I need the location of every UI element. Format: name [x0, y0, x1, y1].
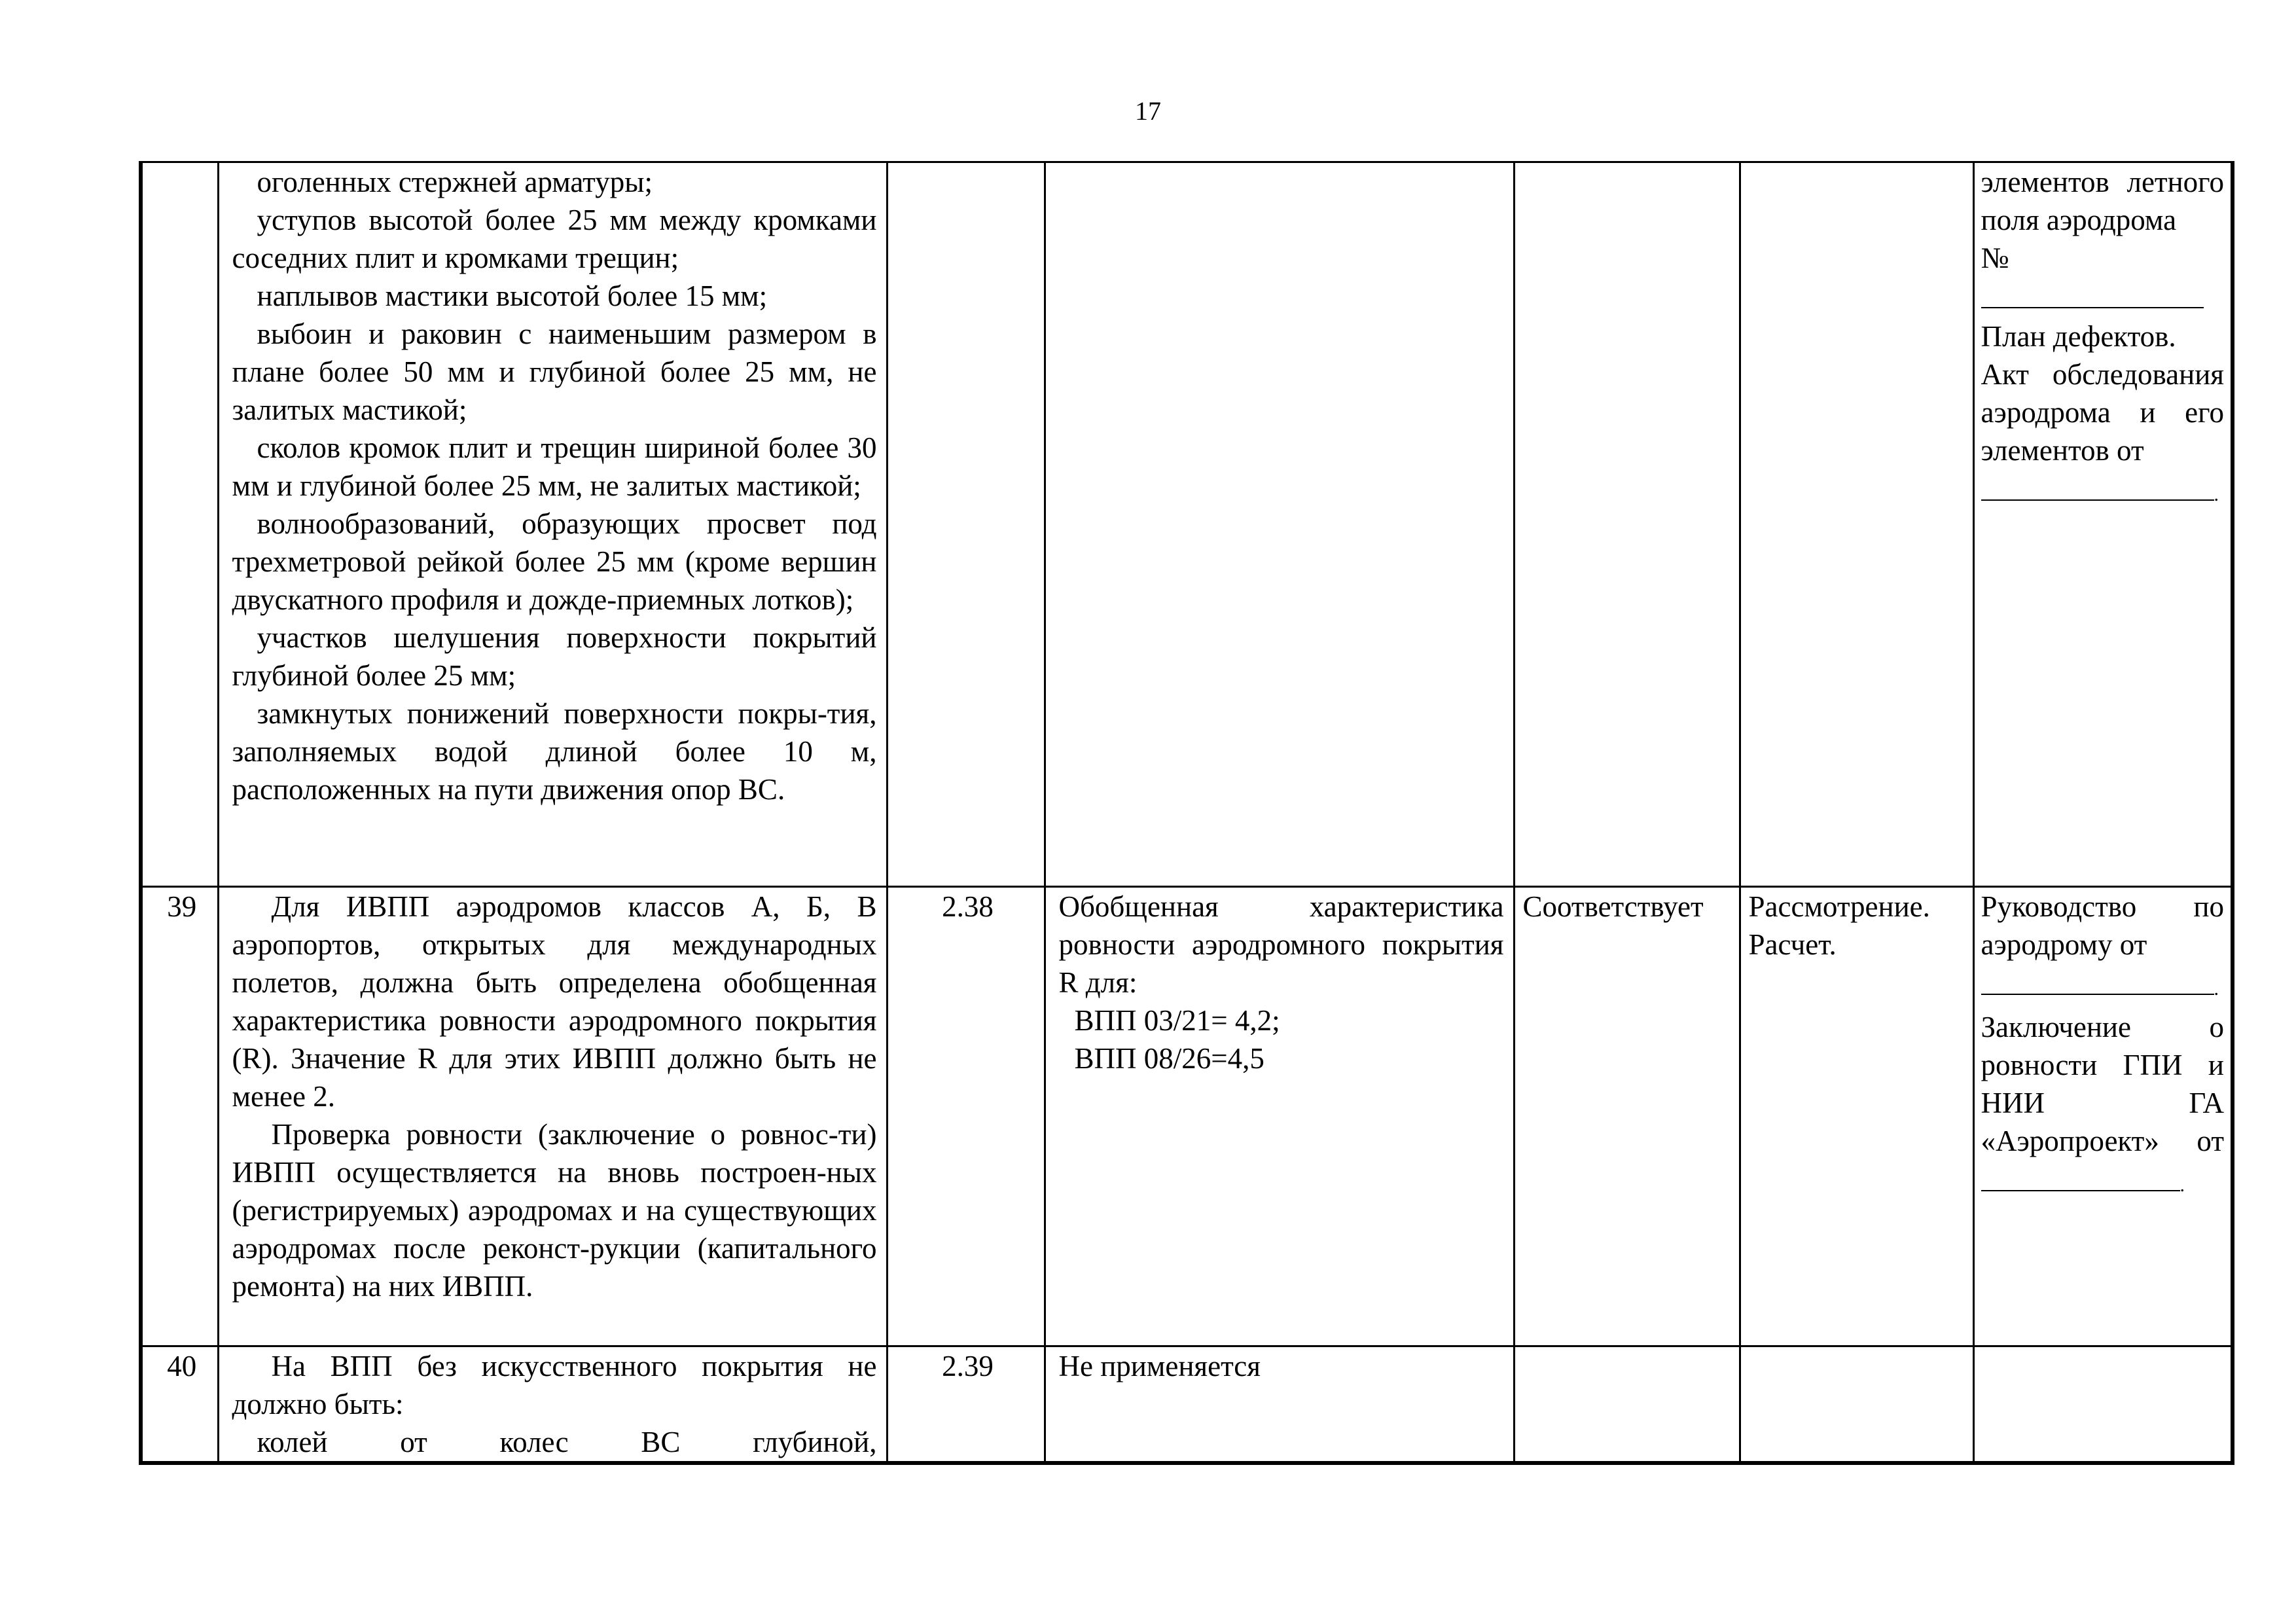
actual-cell [1045, 1346, 1514, 1464]
blank-line [1981, 1160, 2180, 1191]
documents-date: . [1981, 469, 2225, 514]
actual-cell [1045, 162, 1514, 887]
requirement-cell [218, 1346, 887, 1464]
actual-text: ВПП 08/26=4,5 [1074, 1042, 1265, 1075]
requirement-text: Проверка ровности (заключение о ровнос-ти) ИВПП осуществляется на вновь построен-ных (регистрируемых) аэродромах и на существующих аэродромах после реконст-рукции (капитального ремонта) на них ИВПП. [232, 1118, 877, 1303]
actual-cell [1045, 887, 1514, 1346]
documents-text: элементов летного поля аэродрома [1981, 166, 2224, 236]
requirement-text: замкнутых понижений поверхности покры-тия, заполняемых водой длиной более 10 м, расположенных на пути движения опор ВС. [232, 697, 877, 806]
requirement-cell [218, 887, 887, 1346]
requirement-text: наплывов мастики высотой более 15 мм; [257, 280, 768, 312]
table-row [141, 162, 2233, 887]
documents-cell [1973, 162, 2233, 887]
clause-cell: 2.38 [887, 887, 1045, 1346]
actual-text: Обобщенная характеристика ровности аэродромного покрытия R для: [1058, 890, 1504, 999]
requirement-text: На ВПП без искусственного покрытия не должно быть: [232, 1350, 877, 1420]
actual-text: Не применяется [1058, 1350, 1261, 1382]
requirement-text: сколов кромок плит и трещин шириной более 30 мм и глубиной более 25 мм, не залитых мастикой; [232, 431, 877, 502]
row-number-cell: 40 [141, 1346, 218, 1464]
requirement-text: выбоин и раковин с наименьшим размером в плане более 50 мм и глубиной более 25 мм, не залитых мастикой; [232, 317, 877, 426]
row-number-cell [141, 162, 218, 887]
assessment-cell [1514, 162, 1740, 887]
requirement-text: волнообразований, образующих просвет под трехметровой рейкой более 25 мм (кроме вершин двускатного профиля и дожде-приемных лотков); [232, 507, 877, 616]
row-number-cell: 39 [141, 887, 218, 1346]
documents-text: План дефектов. [1981, 320, 2176, 353]
compliance-table [139, 161, 2234, 1465]
documents-date: . [1981, 964, 2225, 1008]
requirement-text: оголенных стержней арматуры; [257, 166, 653, 198]
requirement-cell [218, 162, 887, 887]
documents-cell [1973, 1346, 2233, 1464]
table-row [141, 1346, 2233, 1464]
documents-text: Заключение о ровности ГПИ и НИИ ГА «Аэропроект» от. [1981, 1011, 2224, 1196]
documents-text: Акт обследования аэродрома и его элементов от [1981, 358, 2224, 467]
method-cell: Рассмотрение. Расчет. [1740, 887, 1973, 1346]
assessment-cell [1514, 1346, 1740, 1464]
blank-line [1981, 277, 2204, 308]
assessment-cell: Соответствует [1514, 887, 1740, 1346]
requirement-text: колей от колес ВС глубиной, [257, 1426, 877, 1458]
method-cell [1740, 1346, 1973, 1464]
requirement-text: Для ИВПП аэродромов классов А, Б, В аэропортов, открытых для международных полетов, должна быть определена обобщенная характеристика ровности аэродромного покрытия (R). Значение R для этих ИВПП должно быть не менее 2. [232, 890, 877, 1113]
table-row [141, 887, 2233, 1346]
documents-number: № [1981, 239, 2225, 317]
documents-text: Руководство по аэродрому от [1981, 890, 2224, 961]
requirement-text: участков шелушения поверхности покрытий глубиной более 25 мм; [232, 621, 877, 692]
clause-cell [887, 162, 1045, 887]
documents-cell [1973, 887, 2233, 1346]
method-cell [1740, 162, 1973, 887]
requirement-text: уступов высотой более 25 мм между кромками соседних плит и кромками трещин; [232, 204, 877, 274]
clause-cell: 2.39 [887, 1346, 1045, 1464]
actual-text: ВПП 03/21= 4,2; [1074, 1004, 1280, 1037]
blank-line [1981, 469, 2214, 501]
blank-line [1981, 964, 2214, 995]
page-number: 17 [1135, 96, 1161, 126]
